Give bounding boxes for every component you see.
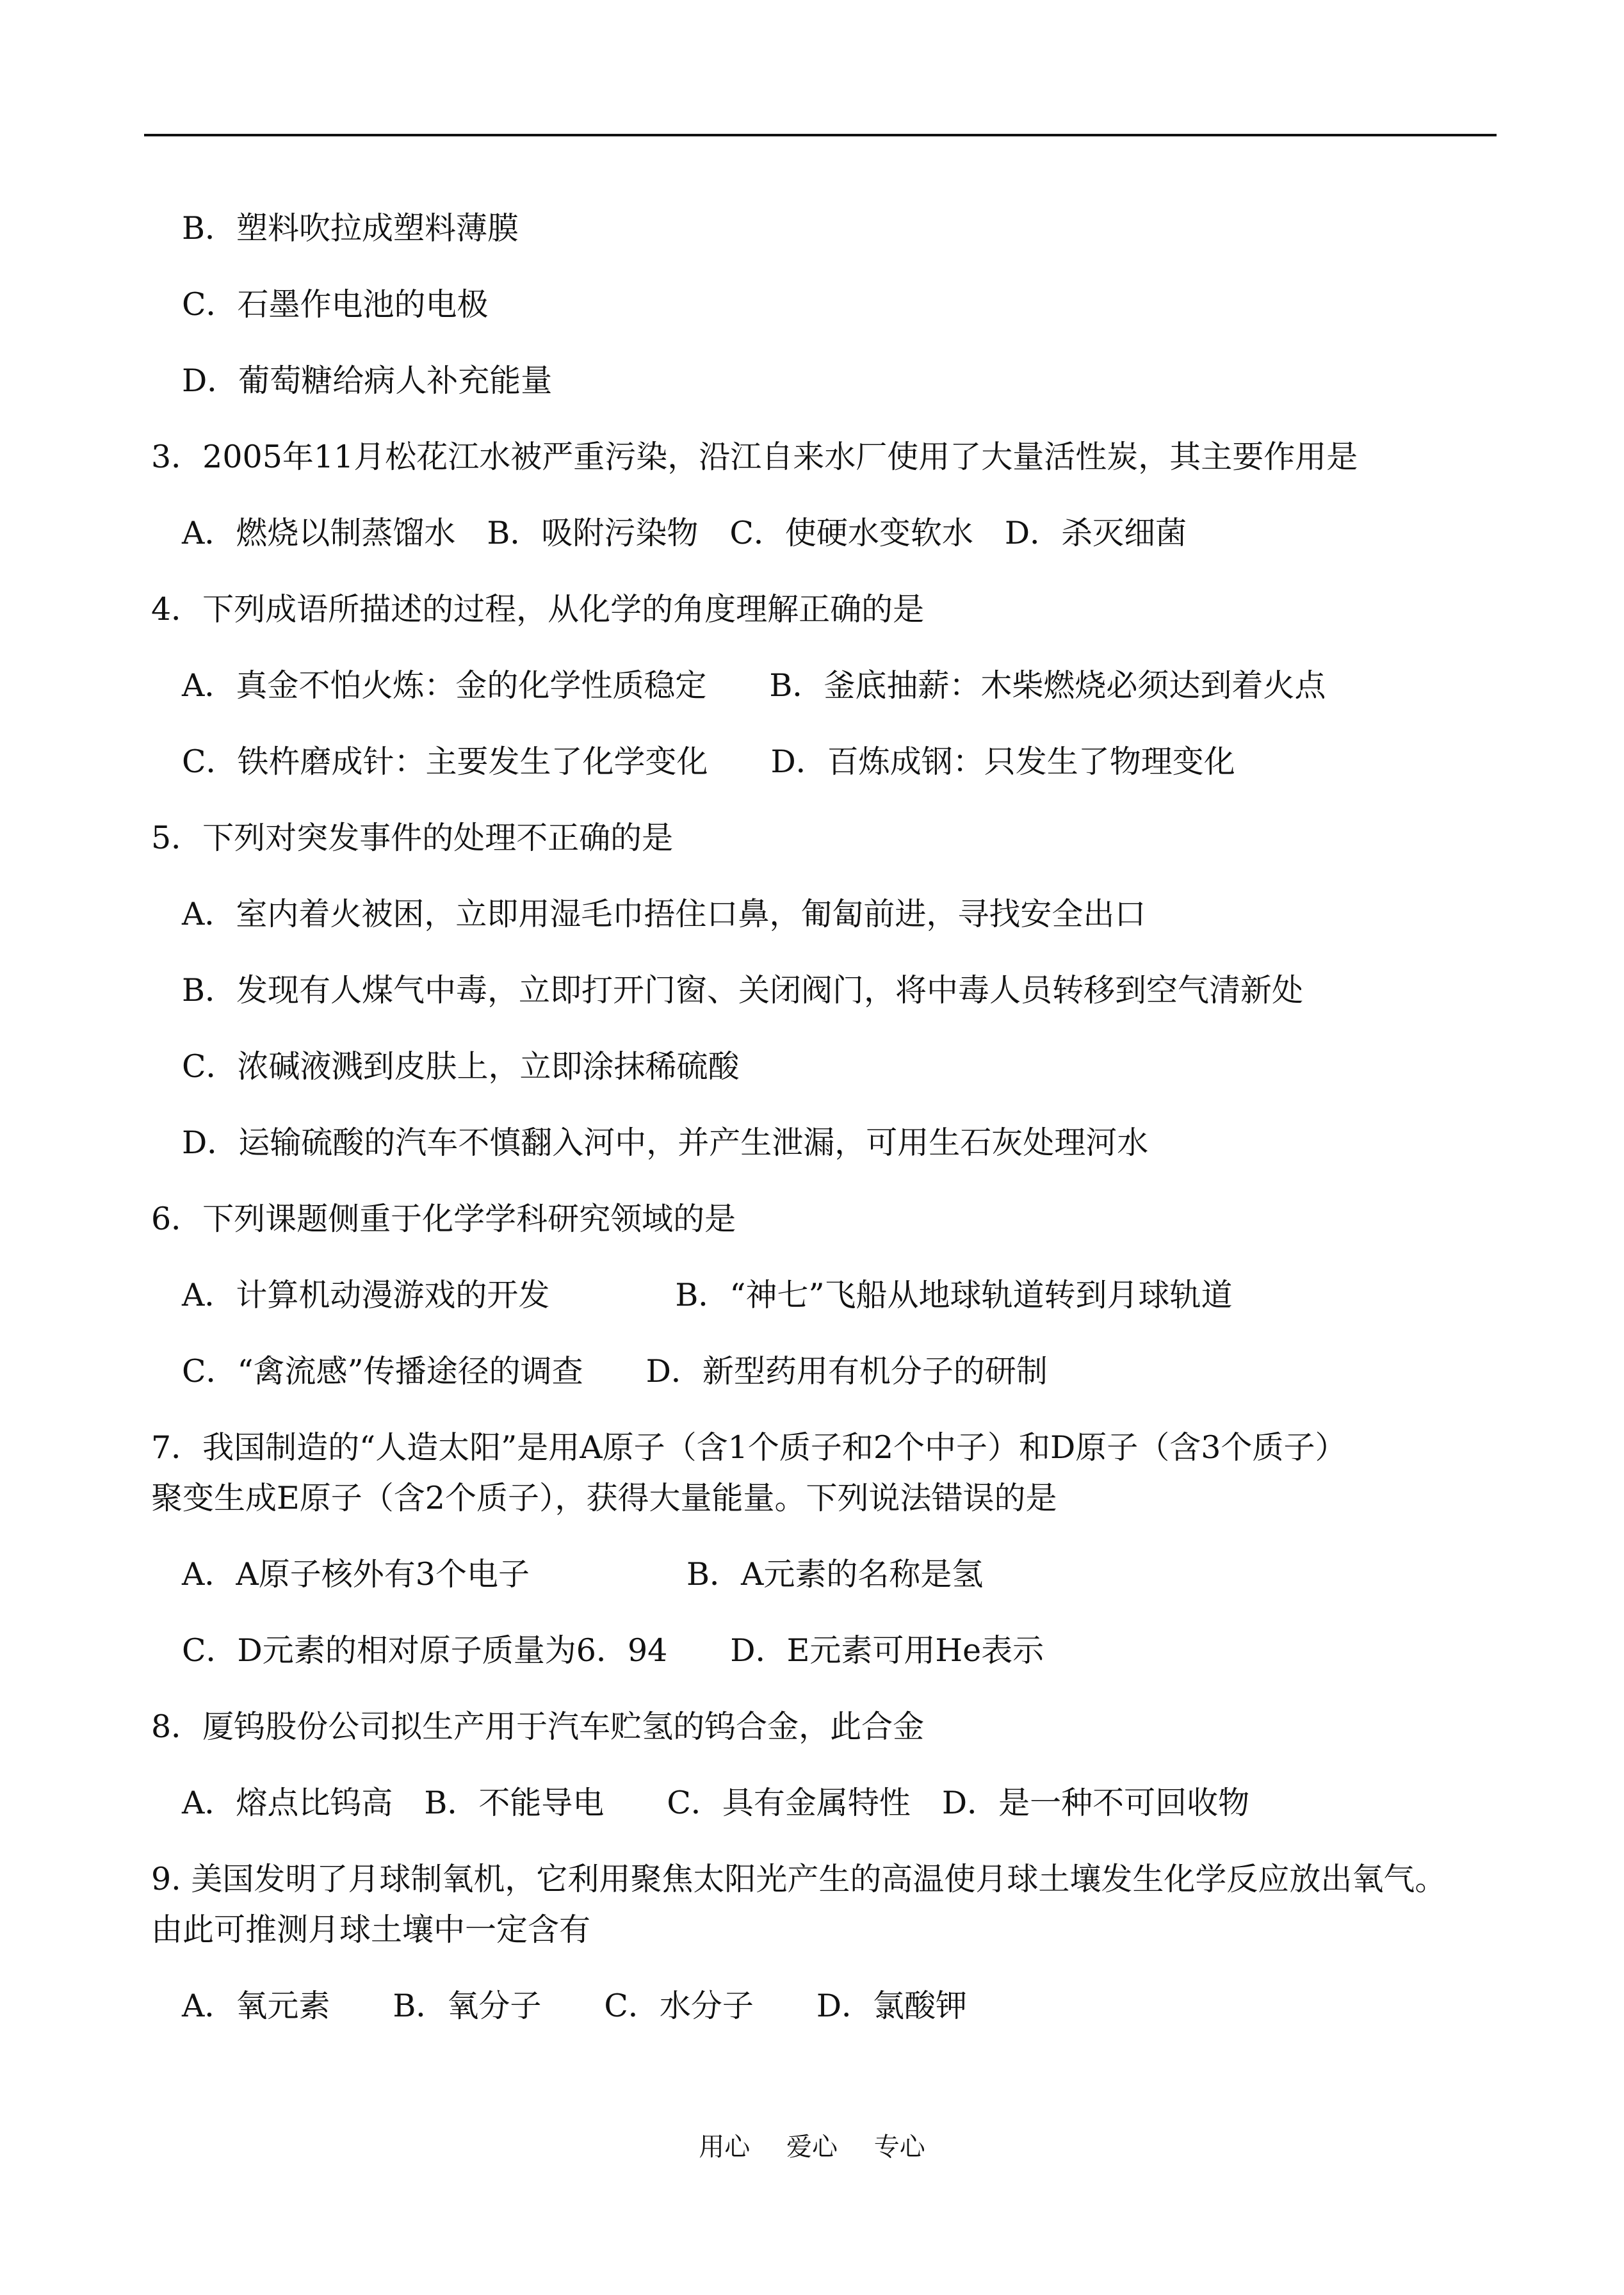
q5-option-c: C．浓碱液溅到皮肤上，立即涂抹稀硫酸 bbox=[182, 1048, 740, 1085]
q9-options: A．氧元素 B．氧分子 C．水分子 D．氯酸钾 bbox=[182, 1988, 968, 2024]
question-9-line-2: 由此可推测月球土壤中一定含有 bbox=[151, 1911, 591, 1948]
q5-option-d: D．运输硫酸的汽车不慎翻入河中，并产生泄漏，可用生石灰处理河水 bbox=[182, 1124, 1149, 1161]
q7-options-ab: A．A原子核外有3个电子 B．A元素的名称是氢 bbox=[182, 1556, 984, 1593]
q3-options: A．燃烧以制蒸馏水 B．吸附污染物 C．使硬水变软水 D．杀灭细菌 bbox=[182, 515, 1187, 551]
q2-option-d: D．葡萄糖给病人补充能量 bbox=[182, 362, 553, 399]
question-7-line-1: 7．我国制造的“人造太阳”是用A原子（含1个质子和2个中子）和D原子（含3个质子） bbox=[151, 1429, 1347, 1466]
question-8: 8．厦钨股份公司拟生产用于汽车贮氢的钨合金，此合金 bbox=[151, 1708, 925, 1745]
q2-option-b: B．塑料吹拉成塑料薄膜 bbox=[182, 210, 519, 247]
question-6: 6．下列课题侧重于化学学科研究领域的是 bbox=[151, 1201, 736, 1237]
q4-options-ab: A．真金不怕火炼：金的化学性质稳定 B．釜底抽薪：木柴燃烧必须达到着火点 bbox=[182, 667, 1326, 704]
q6-options-ab: A．计算机动漫游戏的开发 B．“神七”飞船从地球轨道转到月球轨道 bbox=[182, 1277, 1233, 1313]
footer-text-1: 用心 bbox=[699, 2132, 751, 2162]
q5-option-b: B．发现有人煤气中毒，立即打开门窗、关闭阀门，将中毒人员转移到空气清新处 bbox=[182, 972, 1304, 1009]
question-7-line-2: 聚变生成E原子（含2个质子），获得大量能量。下列说法错误的是 bbox=[151, 1480, 1057, 1516]
footer-text-2: 爱心 bbox=[786, 2132, 838, 2162]
header-rule bbox=[144, 134, 1497, 136]
question-9-line-1: 9. 美国发明了月球制氧机，它利用聚焦太阳光产生的高温使月球土壤发生化学反应放出氧气。 bbox=[151, 1861, 1447, 1897]
q7-options-cd: C．D元素的相对原子质量为6．94 D．E元素可用He表示 bbox=[182, 1632, 1044, 1669]
question-4: 4．下列成语所描述的过程，从化学的角度理解正确的是 bbox=[151, 591, 925, 628]
q4-options-cd: C．铁杵磨成针：主要发生了化学变化 D．百炼成钢：只发生了物理变化 bbox=[182, 743, 1235, 780]
page-footer bbox=[0, 2131, 1624, 2163]
question-5: 5．下列对突发事件的处理不正确的是 bbox=[151, 820, 674, 856]
q2-option-c: C．石墨作电池的电极 bbox=[182, 286, 489, 323]
q8-options: A．熔点比钨高 B．不能导电 C．具有金属特性 D．是一种不可回收物 bbox=[182, 1785, 1250, 1821]
question-3: 3．2005年11月松花江水被严重污染，沿江自来水厂使用了大量活性炭，其主要作用是 bbox=[151, 439, 1358, 475]
q6-options-cd: C．“禽流感”传播途径的调查 D．新型药用有机分子的研制 bbox=[182, 1353, 1048, 1390]
footer-text-3: 专心 bbox=[873, 2132, 925, 2162]
q5-option-a: A．室内着火被困，立即用湿毛巾捂住口鼻，匍匐前进，寻找安全出口 bbox=[182, 896, 1146, 932]
